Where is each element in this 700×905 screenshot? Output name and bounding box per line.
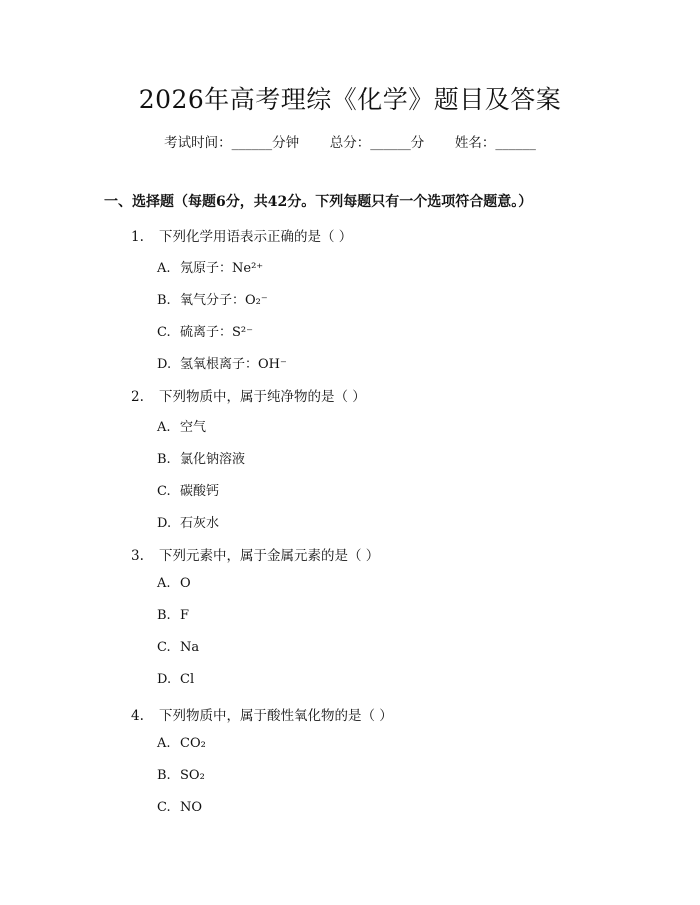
total-score-field: 总分：______分: [329, 135, 425, 151]
option-3b: [157, 608, 189, 623]
option-text: 碳酸钙: [180, 484, 220, 499]
option-letter: D.: [157, 672, 172, 687]
option-text: F: [180, 608, 190, 623]
option-1a: [157, 257, 263, 276]
option-text: 氧气分子：O₂⁻: [180, 293, 268, 308]
option-4b: [157, 768, 205, 783]
option-2a: [157, 416, 206, 435]
option-letter: C.: [157, 484, 171, 499]
option-2b: [157, 448, 245, 467]
option-letter: A.: [157, 420, 171, 435]
option-letter: C.: [157, 800, 171, 815]
exam-info-line: [0, 131, 700, 151]
option-text: 氢氧根离子：OH⁻: [180, 357, 287, 372]
option-text: 氖原子：Ne²⁺: [180, 261, 264, 276]
option-4c: [157, 800, 202, 815]
question-stem: 下列物质中，属于酸性氧化物的是（ ）: [159, 708, 393, 724]
question-number: 1.: [131, 229, 144, 245]
option-2d: [157, 512, 219, 531]
option-letter: B.: [157, 452, 171, 467]
option-text: 石灰水: [180, 516, 220, 531]
option-letter: D.: [157, 357, 172, 372]
exam-time-field: 考试时间：______分钟: [164, 135, 300, 151]
option-text: Cl: [180, 672, 195, 687]
option-letter: B.: [157, 608, 171, 623]
question-4: [131, 704, 393, 724]
option-4a: [157, 736, 206, 751]
question-1: [131, 225, 352, 245]
option-letter: A.: [157, 576, 171, 591]
option-letter: A.: [157, 736, 171, 751]
question-number: 3.: [131, 548, 144, 564]
option-1d: [157, 353, 287, 372]
section-heading: 一、选择题（每题6分，共42分。下列每题只有一个选项符合题意。）: [104, 194, 533, 210]
option-text: Na: [180, 640, 200, 655]
question-stem: 下列元素中，属于金属元素的是（ ）: [159, 548, 380, 564]
option-letter: D.: [157, 516, 172, 531]
page-title: 2026年高考理综《化学》题目及答案: [138, 85, 562, 114]
option-text: 空气: [180, 420, 207, 435]
question-number: 2.: [131, 389, 144, 405]
option-text: O: [180, 576, 191, 591]
option-text: 氯化钠溶液: [180, 452, 246, 467]
question-3: [131, 544, 379, 564]
option-3c: [157, 640, 199, 655]
option-3a: [157, 576, 191, 591]
option-3d: [157, 672, 194, 687]
option-letter: B.: [157, 768, 171, 783]
option-letter: C.: [157, 640, 171, 655]
option-2c: [157, 480, 219, 499]
option-text: NO: [180, 800, 203, 815]
option-text: 硫离子：S²⁻: [180, 325, 253, 340]
option-letter: A.: [157, 261, 171, 276]
option-text: CO₂: [180, 736, 206, 751]
option-1b: [157, 289, 268, 308]
option-letter: C.: [157, 325, 171, 340]
option-letter: B.: [157, 293, 171, 308]
question-number: 4.: [131, 708, 144, 724]
option-1c: [157, 321, 253, 340]
student-name-field: 姓名：______: [454, 135, 536, 151]
question-stem: 下列化学用语表示正确的是（ ）: [159, 229, 353, 245]
question-stem: 下列物质中，属于纯净物的是（ ）: [159, 389, 366, 405]
option-text: SO₂: [180, 768, 205, 783]
question-2: [131, 385, 366, 405]
